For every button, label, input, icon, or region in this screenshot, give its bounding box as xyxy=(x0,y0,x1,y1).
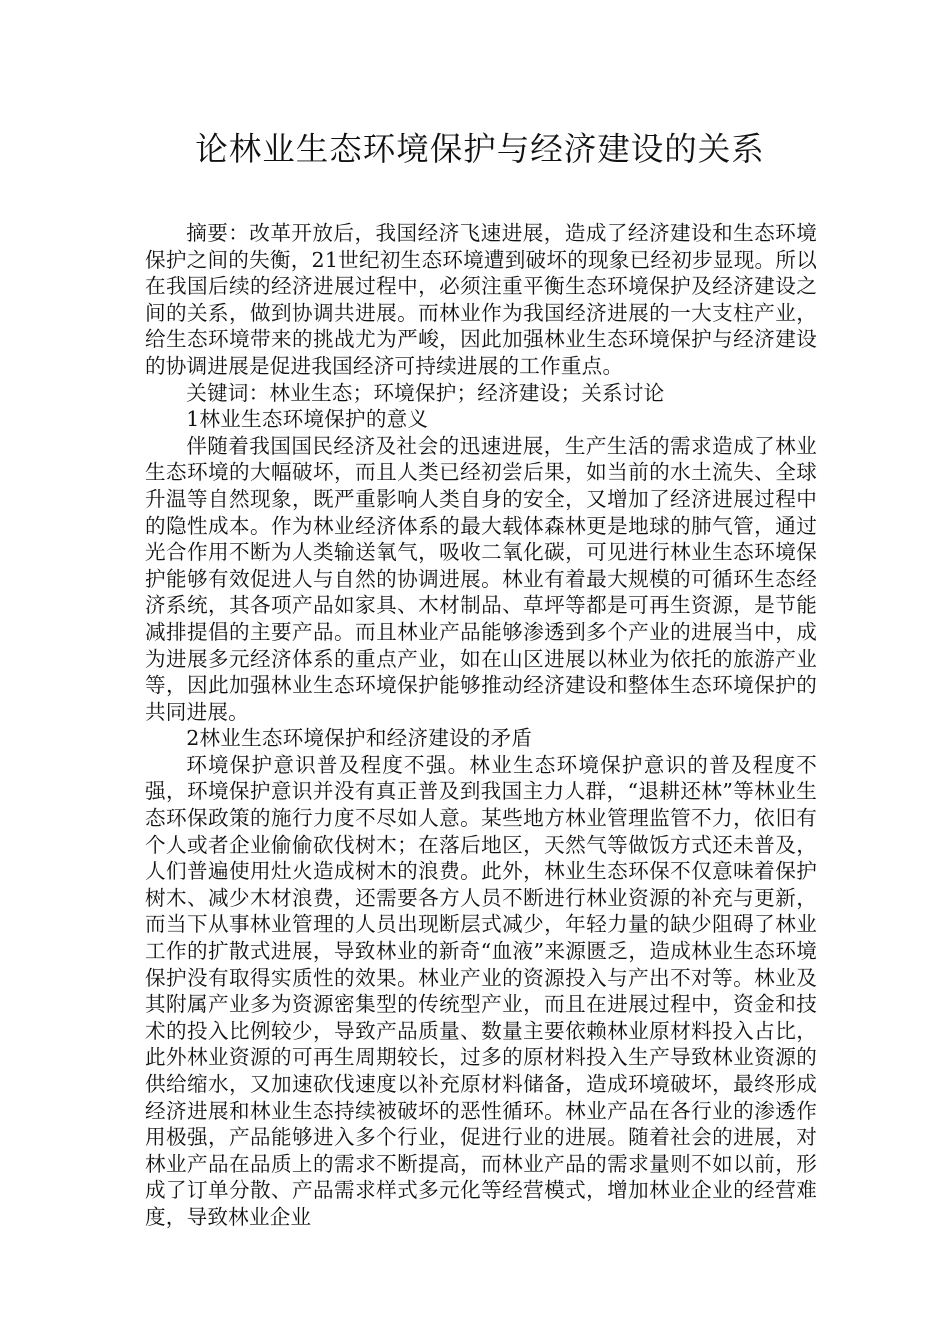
abstract-paragraph: 摘要：改革开放后，我国经济飞速进展，造成了经济建设和生态环境保护之间的失衡，21世纪初生态环境遭到破坏的现象已经初步显现。所以在我国后续的经济进展过程中，必须注重平衡生态环境保护及经济建设之间的关系，做到协调共进展。而林业作为我国经济进展的一大支柱产业，给生态环境带来的挑战尤为严峻，因此加强林业生态环境保护与经济建设的协调进展是促进我国经济可持续进展的工作重点。 xyxy=(145,221,817,378)
section-1-heading: 1林业生态环境保护的意义 xyxy=(186,407,429,432)
section-2-heading: 2林业生态环境保护和经济建设的矛盾 xyxy=(186,726,533,751)
section-2-body: 环境保护意识普及程度不强。林业生态环境保护意识的普及程度不强，环境保护意识并没有真正普及到我国主力人群，“退耕还林”等林业生态环保政策的施行力度不尽如人意。某些地方林业管理监管不力，依旧有个人或者企业偷偷砍伐树木；在落后地区，天然气等做饭方式还未普及，人们普遍使用灶火造成树木的浪费。此外，林业生态环保不仅意味着保护树木、减少木材浪费，还需要各方人员不断进行林业资源的补充与更新，而当下从事林业管理的人员出现断层式减少，年轻力量的缺少阻碍了林业工作的扩散式进展，导致林业的新奇“血液”来源匮乏，造成林业生态环境保护没有取得实质性的效果。林业产业的资源投入与产出不对等。林业及其附属产业多为资源密集型的传统型产业，而且在进展过程中，资金和技术的投入比例较少，导致产品质量、数量主要依赖林业原材料投入占比，此外林业资源的可再生周期较长，过多的原材料投入生产导致林业资源的供给缩水，又加速砍伐速度以补充原材料储备，造成环境破坏，最终形成经济进展和林业生态持续被破坏的恶性循环。林业产品在各行业的渗透作用极强，产品能够进入多个行业，促进行业的进展。随着社会的进展，对林业产品在品质上的需求不断提高，而林业产品的需求量则不如以前，形成了订单分散、产品需求样式多元化等经营模式，增加林业企业的经营难度，导致林业企业 xyxy=(145,752,817,1229)
document-page xyxy=(145,122,817,1231)
document-title: 论林业生态环境保护与经济建设的关系 xyxy=(195,130,765,168)
section-1-body: 伴随着我国国民经济及社会的迅速进展，生产生活的需求造成了林业生态环境的大幅破坏，而且人类已经初尝后果，如当前的水土流失、全球升温等自然现象，既严重影响人类自身的安全，又增加了经济进展过程中的隐性成本。作为林业经济体系的最大载体森林更是地球的肺气管，通过光合作用不断为人类输送氧气，吸收二氧化碳，可见进行林业生态环境保护能够有效促进人与自然的协调进展。林业有着最大规模的可循环生态经济系统，其各项产品如家具、木材制品、草坪等都是可再生资源，是节能减排提倡的主要产品。而且林业产品能够渗透到多个产业的进展当中，成为进展多元经济体系的重点产业，如在山区进展以林业为依托的旅游产业等，因此加强林业生态环境保护能够推动经济建设和整体生态环境保护的共同进展。 xyxy=(145,433,817,724)
keywords-line: 关键词：林业生态；环境保护；经济建设；关系讨论 xyxy=(186,380,665,405)
